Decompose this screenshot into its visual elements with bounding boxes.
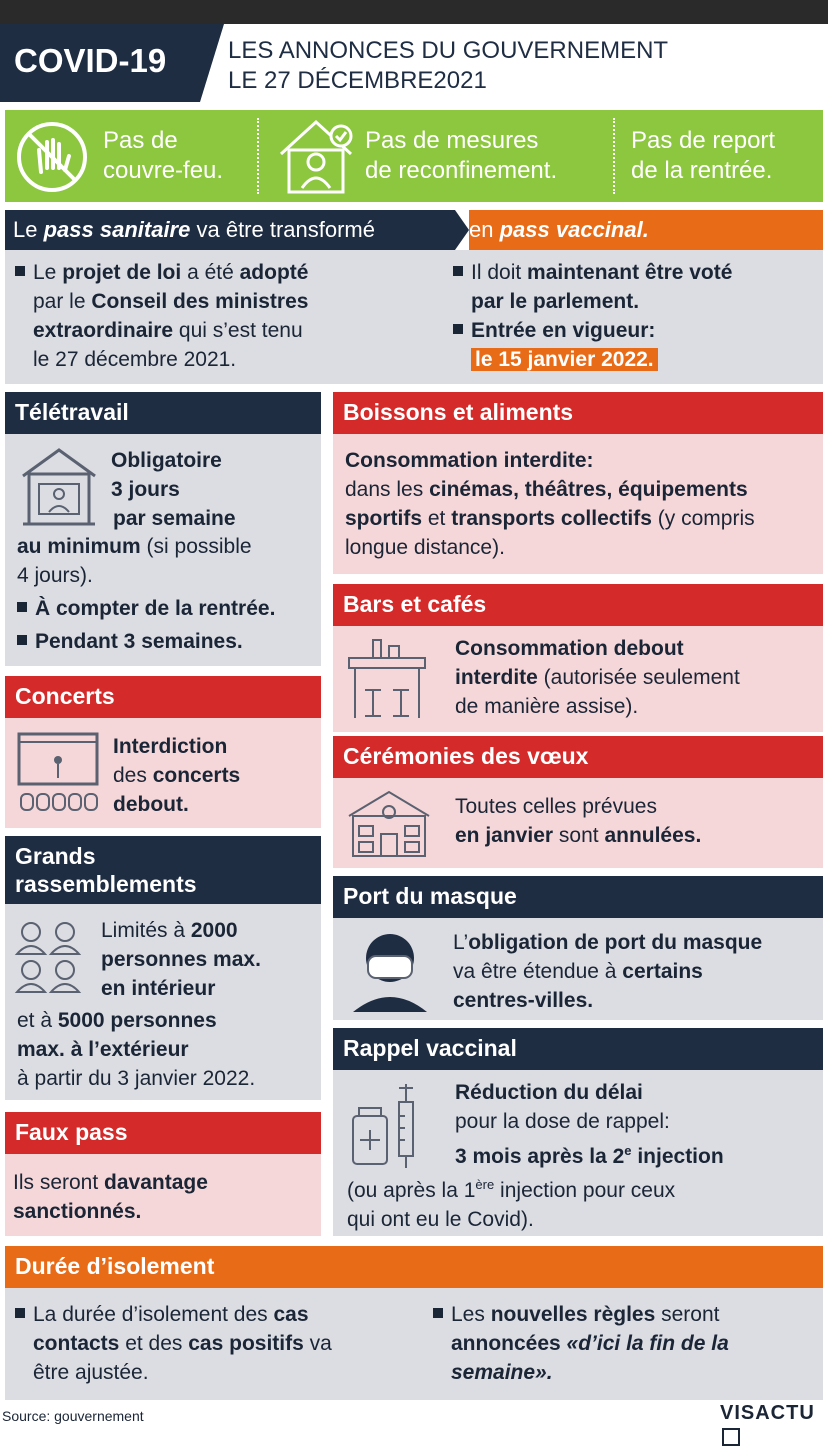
- banner-item3: [631, 126, 775, 186]
- iso-r3: semaine».: [451, 1361, 553, 1384]
- brand-logo: [720, 1402, 828, 1448]
- footer-source: Source: gouvernement: [2, 1408, 144, 1424]
- isolement-body: [5, 1288, 823, 1400]
- tt-l1: Obligatoire: [111, 449, 222, 472]
- faux-title: Faux pass: [5, 1112, 321, 1154]
- pass-date-highlight: le 15 janvier 2022.: [471, 348, 658, 371]
- tt-l3: par semaine: [113, 507, 236, 530]
- boissons-l3b: et: [422, 507, 452, 530]
- town-hall-icon: [345, 786, 433, 860]
- top-strip: [0, 0, 828, 24]
- ras-l5: max. à l’extérieur: [17, 1038, 189, 1061]
- header-slant: [200, 24, 224, 102]
- masque-l1a: L’: [453, 931, 469, 954]
- pass-title-e: pass vaccinal.: [499, 217, 649, 242]
- header-title-line1: LES ANNONCES DU GOUVERNEMENT: [228, 37, 669, 64]
- masque-l1b: obligation de port du masque: [468, 931, 763, 954]
- pass-l-8: le 27 décembre 2021.: [33, 348, 237, 371]
- boissons-l2b: cinémas, théâtres, équipements: [429, 478, 748, 501]
- tt-l4a: au minimum: [17, 535, 141, 558]
- pass-r-3: Entrée en vigueur:: [471, 319, 656, 342]
- bars-body: [333, 626, 823, 732]
- pass-title-b: pass sanitaire: [43, 217, 191, 242]
- pass-arrow: [455, 210, 469, 250]
- ras-l3: en intérieur: [101, 977, 216, 1000]
- iso-l1a: La durée d’isolement des: [33, 1303, 274, 1326]
- rappel-l3sup: e: [624, 1143, 632, 1158]
- banner-divider: [257, 118, 259, 194]
- concerts-text: [113, 732, 240, 819]
- house-person-icon: [275, 116, 357, 196]
- bar-table-icon: [345, 636, 429, 722]
- brand-mark-icon: [722, 1428, 740, 1446]
- ceremonies-text: [455, 792, 701, 850]
- faux-l2: sanctionnés.: [13, 1200, 142, 1223]
- teletravail-text: [111, 446, 236, 533]
- boissons-l4: longue distance).: [345, 536, 505, 559]
- hand-stop-icon: [15, 120, 89, 194]
- bars-l2b: (autorisée seulement: [537, 666, 740, 689]
- faux-l1a: Ils seront: [13, 1171, 105, 1194]
- iso-l3: être ajustée.: [33, 1361, 149, 1384]
- bars-l2a: interdite: [455, 666, 538, 689]
- iso-l2d: va: [303, 1332, 332, 1355]
- rappel-l2: pour la dose de rappel:: [455, 1110, 670, 1133]
- banner-item2-l2: de reconfinement.: [365, 157, 558, 184]
- boissons-l3d: (y compris: [651, 507, 755, 530]
- ras-l4a: et à: [17, 1009, 58, 1032]
- pass-left-text: [15, 258, 435, 374]
- bars-l1: Consommation debout: [455, 637, 684, 660]
- pass-title-d: en: [469, 217, 494, 242]
- pass-right-text: [453, 258, 813, 374]
- rappel-l3a: 3 mois après la 2: [455, 1145, 625, 1168]
- pass-body: [5, 250, 823, 384]
- iso-l1b: cas: [273, 1303, 309, 1326]
- vaccine-syringe-icon: [347, 1080, 427, 1170]
- iso-r2b: «d’ici la fin de la: [566, 1332, 729, 1355]
- pass-l-0: Le: [33, 261, 57, 284]
- boissons-l1: Consommation interdite:: [345, 449, 594, 472]
- faux-text: [13, 1168, 208, 1226]
- header-title-line2: LE 27 DÉCEMBRE2021: [228, 67, 487, 94]
- faux-body: [5, 1154, 321, 1236]
- pass-l-6: extraordinaire: [33, 319, 174, 342]
- header-title: [228, 36, 668, 96]
- iso-r1c: seront: [655, 1303, 720, 1326]
- banner-divider: [613, 118, 615, 194]
- iso-r2a: annoncées: [451, 1332, 567, 1355]
- rappel-l4sup: ère: [475, 1177, 495, 1192]
- ras-title2: rassemblements: [15, 871, 197, 897]
- teletravail-title: Télétravail: [5, 392, 321, 434]
- concert-stage-icon: [15, 730, 101, 816]
- tt-l2: 3 jours: [111, 478, 180, 501]
- ras-title1: Grands: [15, 843, 96, 869]
- masque-l2b: certains: [622, 960, 703, 983]
- iso-l2b: et des: [119, 1332, 189, 1355]
- pass-r-0: Il doit: [471, 261, 522, 284]
- rappel-l3b: injection: [631, 1145, 724, 1168]
- boissons-l3c: transports collectifs: [451, 507, 652, 530]
- rappel-text: [455, 1078, 724, 1171]
- face-mask-icon: [347, 926, 433, 1014]
- tt-b2: Pendant 3 semaines.: [35, 630, 243, 653]
- isolement-title: Durée d’isolement: [5, 1246, 823, 1288]
- concerts-l2b: concerts: [152, 764, 241, 787]
- tt-b1: À compter de la rentrée.: [35, 597, 276, 620]
- home-office-icon: [19, 446, 99, 528]
- pass-l-2: a été: [187, 261, 234, 284]
- pass-title-left: [5, 210, 455, 250]
- teletravail-text2: [17, 532, 317, 656]
- pass-l-3: adopté: [239, 261, 309, 284]
- rappel-body: [333, 1070, 823, 1236]
- rassemblements-body: [5, 904, 321, 1100]
- pass-title-right: [469, 210, 823, 250]
- rappel-l5: qui ont eu le Covid).: [347, 1208, 534, 1231]
- ras-l6: à partir du 3 janvier 2022.: [17, 1067, 256, 1090]
- concerts-body: [5, 718, 321, 828]
- banner-item1-l1: Pas de: [103, 127, 178, 154]
- concerts-l1: Interdiction: [113, 735, 228, 758]
- rappel-title: Rappel vaccinal: [333, 1028, 823, 1070]
- bars-text: [455, 634, 740, 721]
- tt-l5: 4 jours).: [17, 564, 93, 587]
- bars-l3: de manière assise).: [455, 695, 639, 718]
- masque-body: [333, 918, 823, 1020]
- cer-l2a: en janvier: [455, 824, 554, 847]
- banner-item3-l2: de la rentrée.: [631, 157, 773, 184]
- bars-title: Bars et cafés: [333, 584, 823, 626]
- covid-tag: [0, 24, 200, 102]
- pass-l-4: par le: [33, 290, 86, 313]
- ras-l2: personnes max.: [101, 948, 261, 971]
- boissons-title: Boissons et aliments: [333, 392, 823, 434]
- iso-l2c: cas positifs: [188, 1332, 304, 1355]
- cer-l1: Toutes celles prévues: [455, 795, 657, 818]
- masque-title: Port du masque: [333, 876, 823, 918]
- masque-l3: centres-villes.: [453, 989, 594, 1012]
- covid-tag-text: COVID-19: [14, 42, 167, 79]
- people-group-icon: [13, 918, 85, 998]
- concerts-l2a: des: [113, 764, 153, 787]
- ras-l1a: Limités à: [101, 919, 191, 942]
- boissons-body: [333, 434, 823, 574]
- faux-l1b: davantage: [104, 1171, 208, 1194]
- iso-l2a: contacts: [33, 1332, 120, 1355]
- isolement-right: [433, 1300, 813, 1387]
- boissons-text: [345, 446, 819, 562]
- cer-l2c: annulées.: [604, 824, 702, 847]
- boissons-l2a: dans les: [345, 478, 430, 501]
- pass-l-5: Conseil des ministres: [91, 290, 309, 313]
- masque-l2a: va être étendue à: [453, 960, 623, 983]
- rappel-l1: Réduction du délai: [455, 1081, 643, 1104]
- concerts-l3: debout.: [113, 793, 189, 816]
- pass-l-7: qui s’est tenu: [178, 319, 303, 342]
- rappel-l4a: (ou après la 1: [347, 1179, 476, 1202]
- pass-r-1: maintenant être voté: [527, 261, 733, 284]
- rassemblements-text2: [17, 1006, 255, 1093]
- rassemblements-title: [5, 836, 321, 904]
- isolement-left: [15, 1300, 435, 1387]
- rappel-l4b: injection pour ceux: [494, 1179, 676, 1202]
- banner-item1: [103, 126, 223, 186]
- teletravail-body: [5, 434, 321, 666]
- cer-l2b: sont: [553, 824, 605, 847]
- green-banner: [5, 110, 823, 202]
- rassemblements-text: [101, 916, 261, 1003]
- masque-text: [453, 928, 762, 1015]
- ceremonies-body: [333, 778, 823, 868]
- ras-l4b: 5000 personnes: [57, 1009, 217, 1032]
- boissons-l3a: sportifs: [345, 507, 423, 530]
- pass-title-a: Le: [13, 217, 38, 242]
- banner-item3-l1: Pas de report: [631, 127, 776, 154]
- iso-r1a: Les: [451, 1303, 491, 1326]
- banner-item1-l2: couvre-feu.: [103, 157, 224, 184]
- tt-l4b: (si possible: [140, 535, 252, 558]
- rappel-text2: [347, 1170, 675, 1234]
- pass-l-1: projet de loi: [62, 261, 182, 284]
- iso-r1b: nouvelles règles: [490, 1303, 656, 1326]
- banner-item2: [365, 126, 557, 186]
- pass-title-c: va être transformé: [196, 217, 375, 242]
- concerts-title: Concerts: [5, 676, 321, 718]
- brand-text: VISACTU: [720, 1402, 815, 1424]
- banner-item2-l1: Pas de mesures: [365, 127, 539, 154]
- pass-r-2: par le parlement.: [471, 290, 640, 313]
- ras-l1b: 2000: [190, 919, 238, 942]
- ceremonies-title: Cérémonies des vœux: [333, 736, 823, 778]
